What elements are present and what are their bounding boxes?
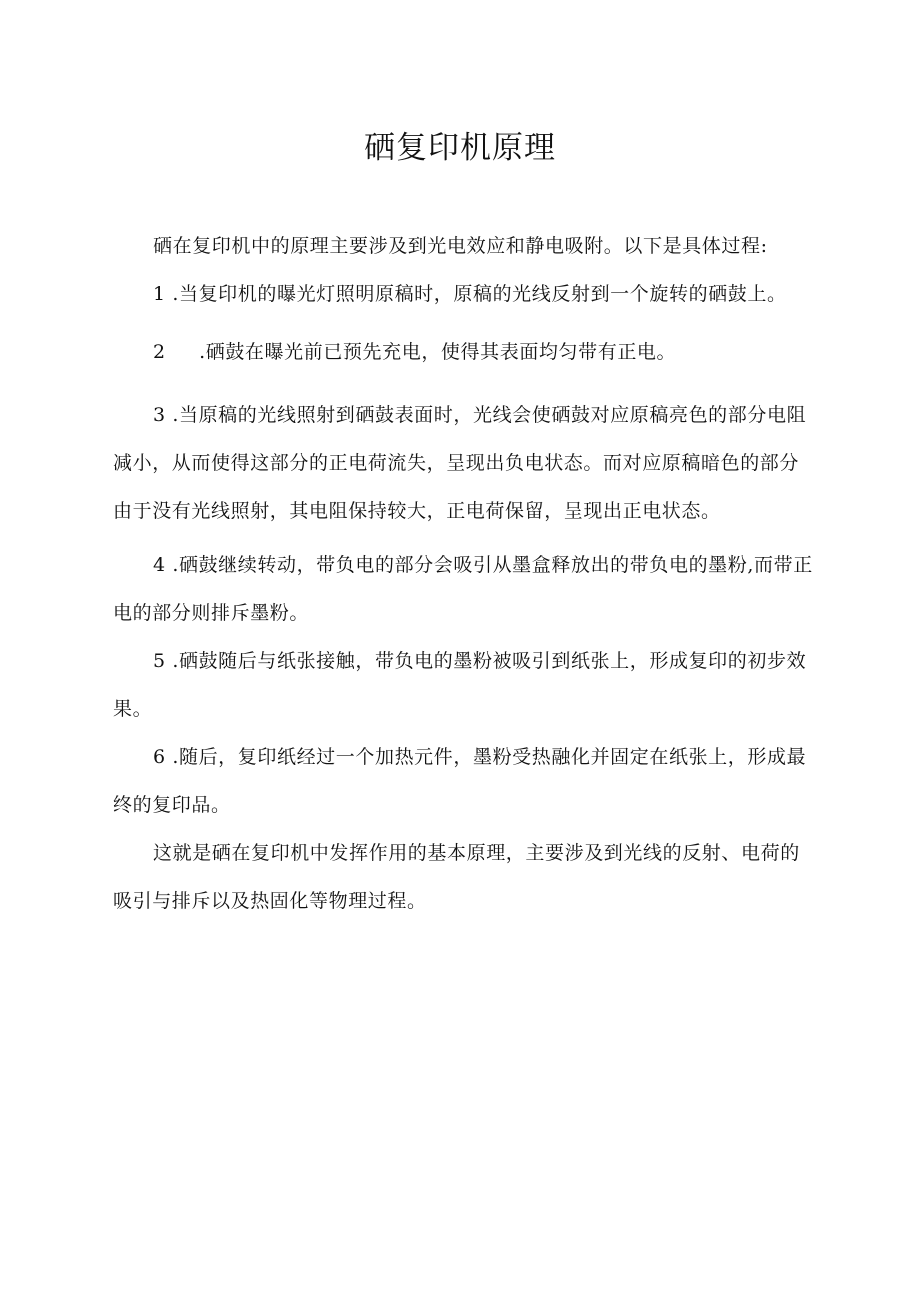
step-2-text: .硒鼓在曝光前已预先充电，使得其表面均匀带有正电。 <box>199 341 677 363</box>
step-1-paragraph <box>113 270 818 318</box>
step-6-number: 6 <box>153 746 166 768</box>
step-5-number: 5 <box>153 650 166 672</box>
step-2-paragraph <box>113 328 818 376</box>
step-6-paragraph <box>113 733 818 829</box>
step-6-text: .随后，复印纸经过一个加热元件，墨粉受热融化并固定在纸张上，形成最终的复印品。 <box>113 746 807 816</box>
step-3-text: .当原稿的光线照射到硒鼓表面时，光线会使硒鼓对应原稿亮色的部分电阻减小，从而使得这部分的正电荷流失，呈现出负电状态。而对应原稿暗色的部分由于没有光线照射，其电阻保持较大，正电荷保留，呈现出正电状态。 <box>113 404 807 522</box>
step-3-paragraph <box>113 391 818 535</box>
step-5-text: .硒鼓随后与纸张接触，带负电的墨粉被吸引到纸张上，形成复印的初步效果。 <box>113 650 807 720</box>
step-4-text: .硒鼓继续转动，带负电的部分会吸引从墨盒释放出的带负电的墨粉,而带正电的部分则排斥墨粉。 <box>113 554 813 624</box>
step-4-paragraph <box>113 541 818 637</box>
intro-paragraph: 硒在复印机中的原理主要涉及到光电效应和静电吸附。以下是具体过程: <box>153 235 768 257</box>
step-2-number: 2 <box>153 341 166 363</box>
step-1-number: 1 <box>153 283 166 305</box>
document-body <box>113 222 818 925</box>
page-title: 硒复印机原理 <box>364 130 556 166</box>
step-5-paragraph <box>113 637 818 733</box>
conclusion-paragraph: 这就是硒在复印机中发挥作用的基本原理，主要涉及到光线的反射、电荷的吸引与排斥以及热固化等物理过程。 <box>113 842 800 912</box>
step-4-number: 4 <box>153 554 166 576</box>
step-1-text: .当复印机的曝光灯照明原稿时，原稿的光线反射到一个旋转的硒鼓上。 <box>165 283 787 305</box>
step-3-number: 3 <box>153 404 166 426</box>
